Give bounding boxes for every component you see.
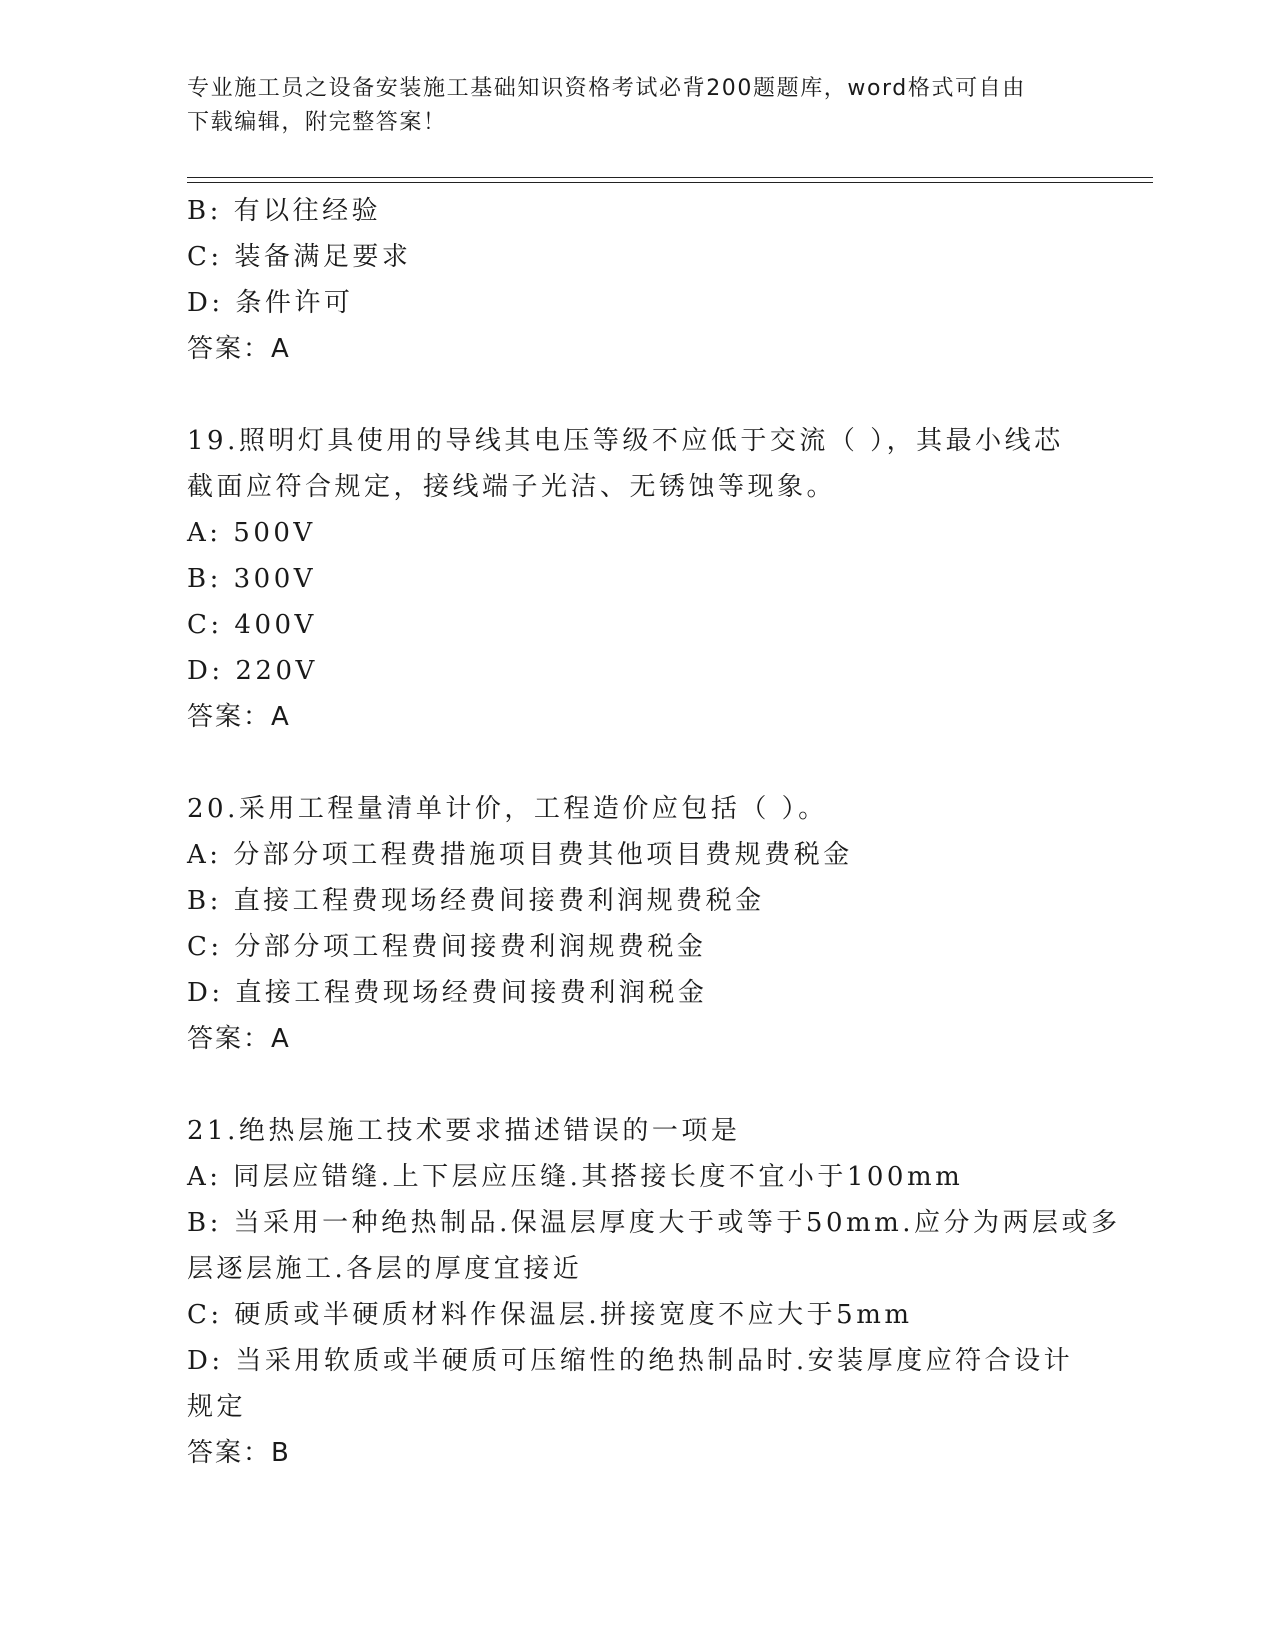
question-19-block (187, 418, 1087, 740)
q21-option-d-line-1: D: 当采用软质或半硬质可压缩性的绝热制品时.安装厚度应符合设计 (187, 1346, 1074, 1376)
q21-option-d-line-2: 规定 (187, 1392, 247, 1422)
document-header (187, 72, 1077, 140)
document-body (187, 188, 1121, 1476)
header-title-line-2: 下载编辑，附完整答案！ (187, 110, 447, 135)
q20-option-a: A: 分部分项工程费措施项目费其他项目费规费税金 (187, 840, 853, 870)
q18-answer: 答案：A (187, 334, 291, 364)
q18-option-b: B: 有以往经验 (187, 196, 382, 226)
q21-stem-line-1: 21.绝热层施工技术要求描述错误的一项是 (187, 1116, 741, 1146)
q19-stem-line-1: 19.照明灯具使用的导线其电压等级不应低于交流（ ），其最小线芯 (187, 426, 1064, 456)
q18-option-c: C: 装备满足要求 (187, 242, 412, 272)
question-21-block (187, 1108, 1121, 1476)
q19-option-c: C: 400V (187, 610, 317, 640)
question-18-block (187, 188, 1087, 372)
q20-option-c: C: 分部分项工程费间接费利润规费税金 (187, 932, 707, 962)
q19-option-a: A: 500V (187, 518, 316, 548)
q19-stem-line-2: 截面应符合规定，接线端子光洁、无锈蚀等现象。 (187, 472, 837, 502)
header-divider-top (187, 177, 1153, 178)
q21-option-b-line-1: B: 当采用一种绝热制品.保温层厚度大于或等于50mm.应分为两层或多 (187, 1208, 1121, 1238)
q20-answer: 答案：A (187, 1024, 291, 1054)
question-20-block (187, 786, 1087, 1062)
q19-option-d: D: 220V (187, 656, 318, 686)
q20-stem-line-1: 20.采用工程量清单计价，工程造价应包括（ ）。 (187, 794, 828, 824)
q19-answer: 答案：A (187, 702, 291, 732)
q18-option-d: D: 条件许可 (187, 288, 354, 318)
header-title-line-1: 专业施工员之设备安装施工基础知识资格考试必背200题题库，word格式可自由 (187, 76, 1026, 101)
q20-option-d: D: 直接工程费现场经费间接费利润税金 (187, 978, 708, 1008)
header-divider-bottom (187, 182, 1153, 183)
q20-option-b: B: 直接工程费现场经费间接费利润规费税金 (187, 886, 765, 916)
q19-option-b: B: 300V (187, 564, 317, 594)
q21-option-b-line-2: 层逐层施工.各层的厚度宜接近 (187, 1254, 583, 1284)
q21-option-a: A: 同层应错缝.上下层应压缝.其搭接长度不宜小于100mm (187, 1162, 964, 1192)
q21-option-c: C: 硬质或半硬质材料作保温层.拼接宽度不应大于5mm (187, 1300, 913, 1330)
q21-answer: 答案：B (187, 1438, 291, 1468)
